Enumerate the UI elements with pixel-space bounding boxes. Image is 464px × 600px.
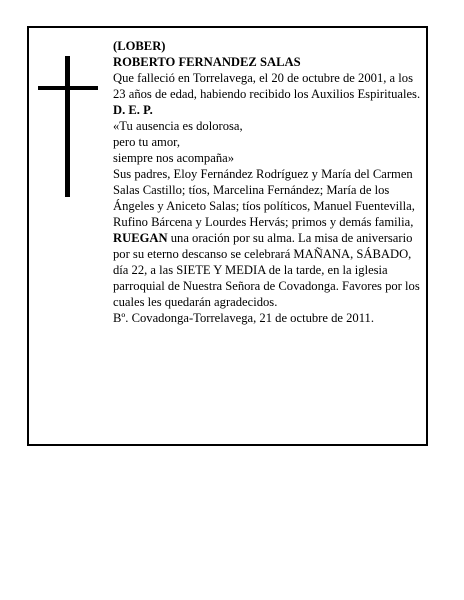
request-paragraph <box>113 230 425 310</box>
poem-line: pero tu amor, <box>113 135 180 149</box>
cross-icon <box>65 56 70 197</box>
request-text: una oración por su alma. La misa de aniversario por su eterno descanso se celebrará MAÑANA, SÁBADO, día 22, a las SIETE Y MEDIA de la tarde, en la iglesia parroquial de Nuestra Señora de Covadonga. Favores por los cuales les quedarán agradecidos. <box>113 231 420 309</box>
poem-line: «Tu ausencia es dolorosa, <box>113 119 243 133</box>
ruegan-label: RUEGAN <box>113 231 168 245</box>
deceased-alias: (LOBER) <box>113 39 166 53</box>
place-date: Bº. Covadonga-Torrelavega, 21 de octubre de 2011. <box>113 311 374 325</box>
family-list: Sus padres, Eloy Fernández Rodríguez y María del Carmen Salas Castillo; tíos, Marcelina Fernández; María de los Ángeles y Aniceto Salas; tíos políticos, Manuel Fuentevilla, Rufino Bárcena y Lourdes Hervás; primos y demás familia, <box>113 167 415 229</box>
death-info: Que falleció en Torrelavega, el 20 de octubre de 2001, a los 23 años de edad, habiendo recibido los Auxilios Espirituales. <box>113 71 421 101</box>
poem-line: siempre nos acompaña» <box>113 151 234 165</box>
obituary-text <box>113 38 425 326</box>
deceased-name: ROBERTO FERNANDEZ SALAS <box>113 55 301 69</box>
dep-line: D. E. P. <box>113 103 153 117</box>
cross-icon-crossbar <box>38 86 98 90</box>
